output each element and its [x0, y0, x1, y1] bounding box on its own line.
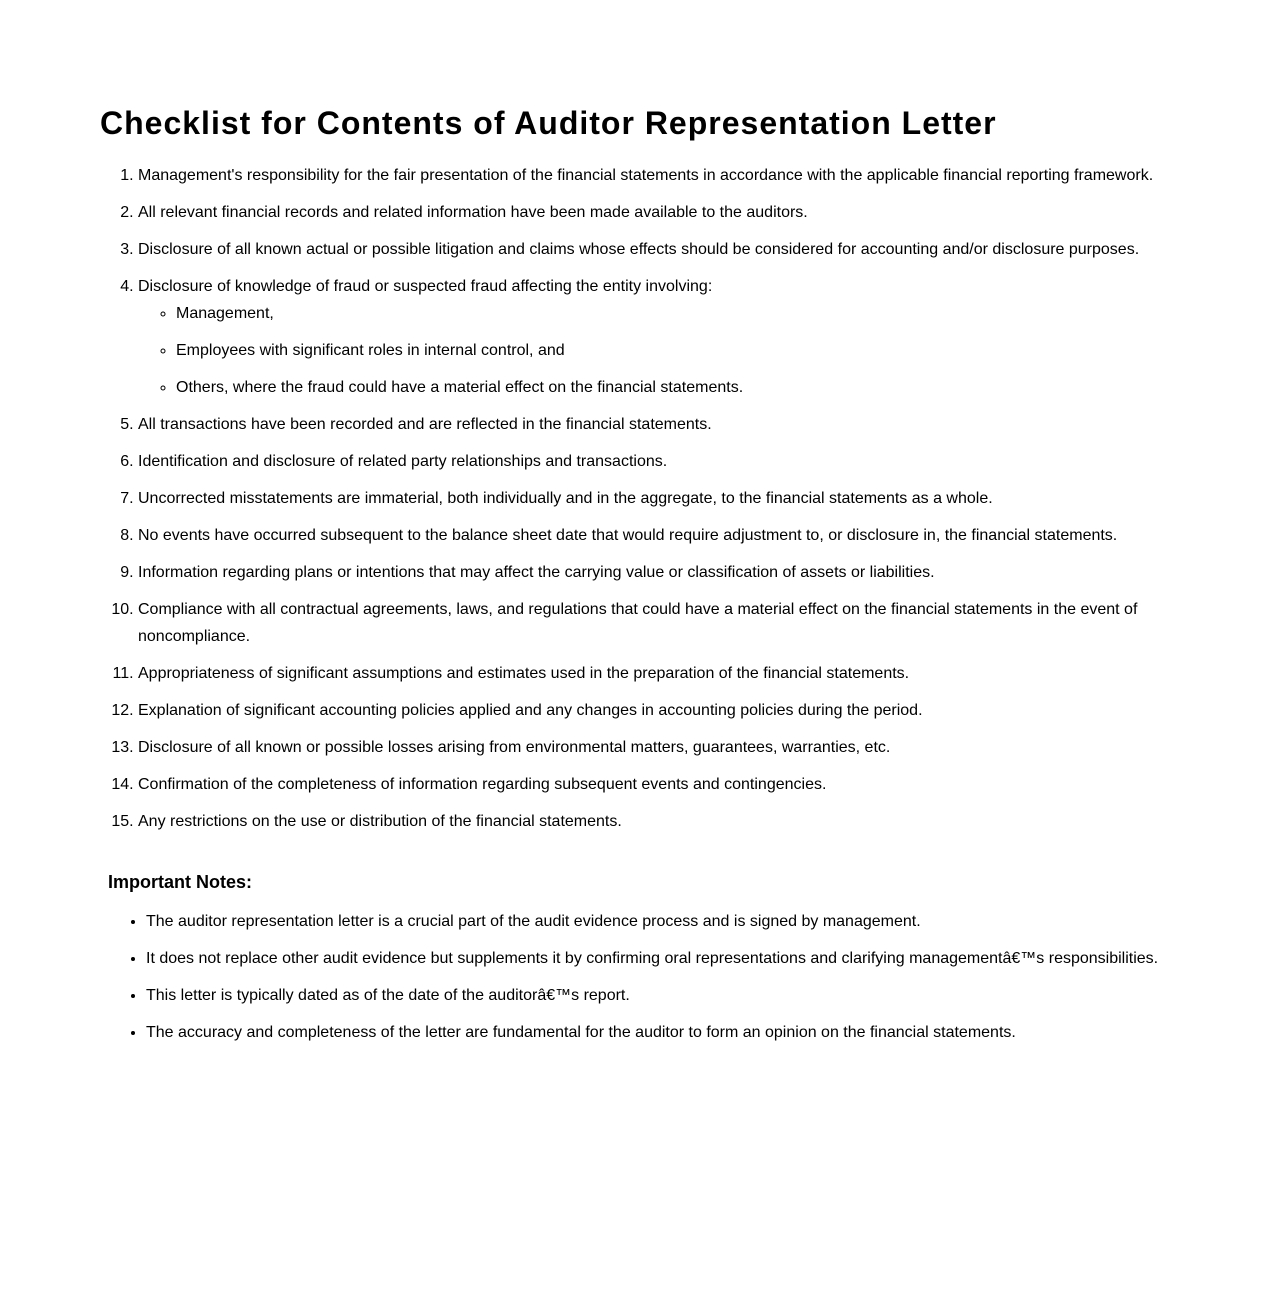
list-item-text: Disclosure of knowledge of fraud or suspected fraud affecting the entity involving: — [138, 278, 713, 295]
fraud-sublist — [138, 300, 1230, 401]
list-item: 1. Management's responsibility for the fair presentation of the financial statements in accordance with the applicable financial reporting framework. — [138, 162, 1230, 189]
list-item: 10. Compliance with all contractual agreements, laws, and regulations that could have a material effect on the financial statements in the event of noncompliance. — [138, 596, 1230, 650]
list-item: 11. Appropriateness of significant assumptions and estimates used in the preparation of the financial statements. — [138, 660, 1230, 687]
list-item: 7. Uncorrected misstatements are immaterial, both individually and in the aggregate, to the financial statements as a whole. — [138, 485, 1230, 512]
list-item: 3. Disclosure of all known actual or possible litigation and claims whose effects should be considered for accounting and/or disclosure purposes. — [138, 236, 1230, 263]
list-item: 8. No events have occurred subsequent to the balance sheet date that would require adjustment to, or disclosure in, the financial statements. — [138, 522, 1230, 549]
list-item: 14. Confirmation of the completeness of information regarding subsequent events and contingencies. — [138, 771, 1230, 798]
note-item: • The auditor representation letter is a crucial part of the audit evidence process and is signed by management. — [146, 908, 1230, 935]
important-notes-section — [100, 871, 1230, 1046]
page-title: Checklist for Contents of Auditor Representation Letter — [100, 105, 997, 141]
note-item: • It does not replace other audit evidence but supplements it by confirming oral representations and clarifying managementâ€™s responsibilities. — [146, 945, 1230, 972]
checklist — [100, 162, 1230, 835]
notes-heading: Important Notes: — [108, 872, 252, 892]
list-item: 13. Disclosure of all known or possible losses arising from environmental matters, guarantees, warranties, etc. — [138, 734, 1230, 761]
list-item: 15. Any restrictions on the use or distribution of the financial statements. — [138, 808, 1230, 835]
list-item-fraud — [138, 273, 1230, 401]
note-item: • This letter is typically dated as of the date of the auditorâ€™s report. — [146, 982, 1230, 1009]
sublist-item: ◦ Management, — [176, 300, 1230, 327]
list-item: 5. All transactions have been recorded and are reflected in the financial statements. — [138, 411, 1230, 438]
list-item: 2. All relevant financial records and related information have been made available to the auditors. — [138, 199, 1230, 226]
list-item: 12. Explanation of significant accounting policies applied and any changes in accounting policies during the period. — [138, 697, 1230, 724]
list-item: 9. Information regarding plans or intentions that may affect the carrying value or classification of assets or liabilities. — [138, 559, 1230, 586]
sublist-item: ◦ Others, where the fraud could have a material effect on the financial statements. — [176, 374, 1230, 401]
note-item: • The accuracy and completeness of the letter are fundamental for the auditor to form an opinion on the financial statements. — [146, 1019, 1230, 1046]
sublist-item: ◦ Employees with significant roles in internal control, and — [176, 337, 1230, 364]
notes-list — [108, 908, 1230, 1046]
list-item: 6. Identification and disclosure of related party relationships and transactions. — [138, 448, 1230, 475]
